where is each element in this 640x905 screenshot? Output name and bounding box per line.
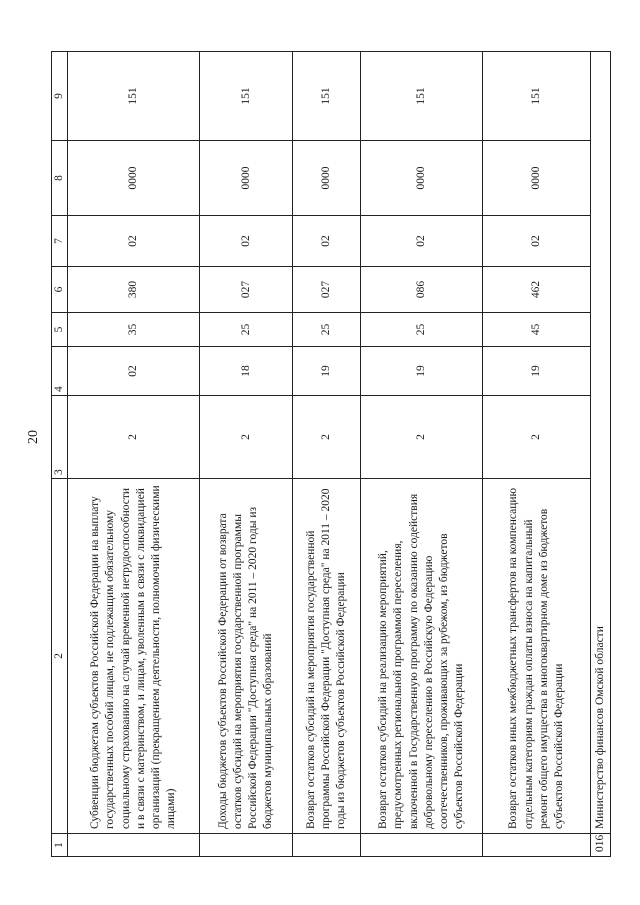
table-row: [483, 52, 591, 857]
code-cell: 19: [361, 347, 483, 396]
code-cell: 02: [483, 216, 591, 267]
code-cell: 151: [361, 52, 483, 141]
code-cell: [293, 834, 361, 857]
table-row: [361, 52, 483, 857]
code-cell: 151: [483, 52, 591, 141]
code-cell: 0000: [483, 141, 591, 216]
code-cell: 0000: [200, 141, 293, 216]
code-cell: 35: [68, 313, 200, 347]
code-cell: 2: [68, 396, 200, 479]
table-row: [293, 52, 361, 857]
code-cell: 2: [200, 396, 293, 479]
code-cell: 02: [68, 347, 200, 396]
code-cell: 18: [200, 347, 293, 396]
code-cell: 151: [68, 52, 200, 141]
code-cell: 380: [68, 267, 200, 313]
code-cell: 027: [200, 267, 293, 313]
code-cell: 0000: [361, 141, 483, 216]
code-cell: [68, 834, 200, 857]
code-cell: 25: [361, 313, 483, 347]
code-cell: [361, 834, 483, 857]
ministry-code-cell: 016: [591, 834, 611, 857]
description-cell: Возврат остатков субсидий на мероприятия государственной программы Российской Федерации "Доступная среда" на 2011 – 2020 годы из бюджетов субъектов Российской Федерации: [293, 479, 361, 834]
rotated-table-container: [51, 52, 607, 857]
header-cell: 6: [52, 267, 68, 313]
code-cell: [483, 834, 591, 857]
header-cell: 4: [52, 347, 68, 396]
code-cell: 027: [293, 267, 361, 313]
ministry-row: [591, 52, 611, 857]
description-cell: Возврат остатков субсидий на реализацию мероприятий, предусмотренных региональной программой переселения, включенной в Государственную программу по оказанию содействия добровольному переселению в Российскую Федерацию соотечественников, проживающих за рубежом, из бюджетов субъектов Российской Федерации: [361, 479, 483, 834]
code-cell: 2: [361, 396, 483, 479]
code-cell: 02: [200, 216, 293, 267]
code-cell: 151: [293, 52, 361, 141]
header-cell: 1: [52, 834, 68, 857]
page-number: 20: [26, 430, 41, 444]
code-cell: 25: [293, 313, 361, 347]
code-cell: 2: [483, 396, 591, 479]
description-cell: Субвенции бюджетам субъектов Российской Федерации на выплату государственных пособий лицам, не подлежащим обязательному социальному страхованию на случай временной нетрудоспособности и в связи с материнством, и лицам, уволенным в связи с ликвидацией организаций (прекращением деятельности, полномочий физическими лицами): [68, 479, 200, 834]
code-cell: 19: [483, 347, 591, 396]
code-cell: [200, 834, 293, 857]
header-cell: 7: [52, 216, 68, 267]
header-cell: 5: [52, 313, 68, 347]
table-row: [68, 52, 200, 857]
table-row: [200, 52, 293, 857]
code-cell: 45: [483, 313, 591, 347]
header-row: [52, 52, 68, 857]
description-cell: Доходы бюджетов субъектов Российской Федерации от возврата остатков субсидий на мероприятия государственной программы Российской Федерации "Доступная среда" на 2011 – 2020 годы из бюджетов муниципальных образований: [200, 479, 293, 834]
code-cell: 086: [361, 267, 483, 313]
ministry-name-cell: Министерство финансов Омской области: [591, 52, 611, 834]
code-cell: 02: [293, 216, 361, 267]
code-cell: 19: [293, 347, 361, 396]
header-cell: 2: [52, 479, 68, 834]
header-cell: 8: [52, 141, 68, 216]
code-cell: 2: [293, 396, 361, 479]
code-cell: 02: [68, 216, 200, 267]
header-cell: 9: [52, 52, 68, 141]
code-cell: 02: [361, 216, 483, 267]
header-cell: 3: [52, 396, 68, 479]
code-cell: 151: [200, 52, 293, 141]
budget-codes-table: [51, 51, 611, 857]
code-cell: 0000: [293, 141, 361, 216]
code-cell: 462: [483, 267, 591, 313]
description-cell: Возврат остатков иных межбюджетных трансфертов на компенсацию отдельным категориям граждан оплаты взноса на капитальный ремонт общего имущества в многоквартирном доме из бюджетов субъектов Российской Федерации: [483, 479, 591, 834]
code-cell: 25: [200, 313, 293, 347]
code-cell: 0000: [68, 141, 200, 216]
